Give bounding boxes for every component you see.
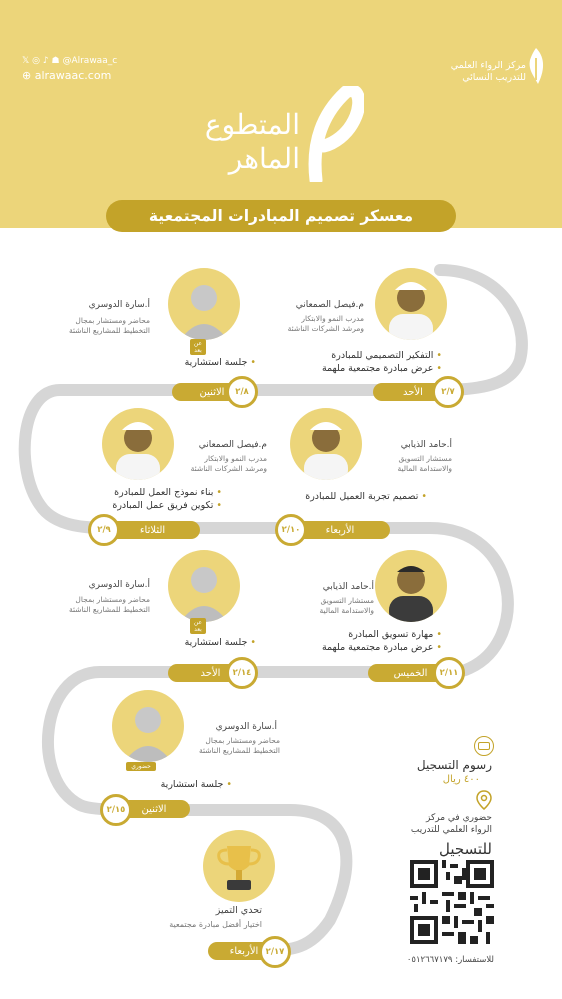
date-badge: ٢/١٠: [275, 514, 307, 546]
presenter-role: مدرب النمو والابتكار ومرشد الشركات الناشئة: [190, 454, 267, 473]
date-badge: ٢/٨: [226, 376, 258, 408]
list-item: • عرض مبادرة مجتمعية ملهمة: [322, 362, 442, 375]
person-avatar-icon: [290, 408, 362, 480]
in-person-tag: حضوري: [126, 762, 156, 771]
presenter-name: أ.سارة الدوسري: [88, 580, 150, 590]
list-item: • جلسة استشارية: [185, 636, 256, 649]
location-info: [411, 812, 492, 836]
org-name-line2: للتدريب النسائي: [462, 72, 526, 83]
day-label: الاثنين: [172, 383, 252, 401]
challenge-subtitle: اختيار أفضل مبادرة مجتمعية: [169, 920, 262, 929]
presenter-name: أ.سارة الدوسري: [88, 300, 150, 310]
website-text: alrawaac.com: [34, 69, 112, 82]
day-label: الاثنين: [118, 800, 190, 818]
day-label: الخميس: [368, 664, 453, 682]
day-label: الأربعاء: [290, 521, 390, 539]
registration-qr-code[interactable]: [410, 860, 494, 944]
person-placeholder-icon: [112, 690, 184, 762]
presenter-role: محاضر ومستشار بمجال التخطيط للمشاريع الناشئة: [198, 736, 280, 755]
social-handle: @Alrawaa_c: [62, 56, 118, 66]
remote-tag: عن بعد: [190, 618, 206, 634]
list-item: • التفكير التصميمي للمبادرة: [322, 349, 442, 362]
presenter-placeholder: [112, 690, 184, 762]
remote-tag: عن بعد: [190, 339, 206, 355]
presenter-name: أ.سارة الدوسري: [215, 722, 277, 732]
presenter-photo: [375, 550, 447, 622]
location-line1: حضوري في مركز: [426, 813, 492, 823]
date-badge: ٢/٩: [88, 514, 120, 546]
presenter-role: محاضر ومستشار بمجال التخطيط للمشاريع الناشئة: [68, 316, 150, 335]
inquiry-phone: للاستفسار: ٠٥١٢٦٦٧١٧٩: [406, 955, 494, 965]
presenter-name: أ.حامد الذيابي: [400, 440, 452, 450]
trophy-badge: [203, 830, 275, 902]
presenter-photo: [290, 408, 362, 480]
tiktok-icon: ♪: [42, 56, 49, 66]
session-topics: [185, 356, 256, 369]
presenter-role: مستشار التسويق والاستدامة المالية: [319, 596, 374, 615]
presenter-placeholder: [168, 268, 240, 340]
x-icon: 𝕏: [22, 56, 30, 66]
camp-title-banner: معسكر تصميم المبادرات المجتمعية: [106, 200, 456, 232]
day-label: الثلاثاء: [105, 521, 200, 539]
date-badge: ٢/١٥: [100, 794, 132, 826]
money-icon: [474, 736, 494, 756]
date-badge: ٢/٧: [432, 376, 464, 408]
date-badge: ٢/١٧: [259, 936, 291, 968]
list-item: • تكوين فريق عمل المبادرة: [112, 499, 222, 512]
presenter-role: محاضر ومستشار بمجال التخطيط للمشاريع الناشئة: [68, 595, 150, 614]
list-item: • تصميم تجربة العميل للمبادرة: [305, 490, 427, 503]
location-line2: الرواء العلمي للتدريب: [410, 825, 492, 835]
presenter-name: م.فيصل الصمعاني: [295, 300, 364, 310]
hero-line1: المتطوع: [204, 108, 300, 141]
session-topics: [322, 628, 442, 654]
session-topics: [161, 778, 232, 791]
day-label: الأحد: [168, 664, 253, 682]
presenter-role: مدرب النمو والابتكار ومرشد الشركات الناشئة: [287, 314, 364, 333]
location-pin-icon: [476, 790, 492, 810]
person-placeholder-icon: [168, 550, 240, 622]
presenter-name: م.فيصل الصمعاني: [198, 440, 267, 450]
challenge-title: تحدي التميز: [215, 905, 262, 916]
day-label: الأربعاء: [208, 942, 280, 960]
list-item: • جلسة استشارية: [185, 356, 256, 369]
list-item: • جلسة استشارية: [161, 778, 232, 791]
person-placeholder-icon: [168, 268, 240, 340]
date-badge: ٢/١٤: [226, 657, 258, 689]
fees-value: ٤٠٠ ريال: [442, 774, 480, 785]
session-topics: [322, 349, 442, 375]
session-topics: [112, 486, 222, 512]
register-label: للتسجيل: [438, 840, 492, 858]
session-topics: [185, 636, 256, 649]
snapchat-icon: ☗: [51, 56, 60, 66]
trophy-icon: [203, 830, 275, 902]
list-item: • بناء نموذج العمل للمبادرة: [112, 486, 222, 499]
globe-icon: ⊕: [22, 69, 32, 82]
person-avatar-icon: [375, 268, 447, 340]
presenter-role: مستشار التسويق والاستدامة المالية: [397, 454, 452, 473]
session-topics: [305, 490, 427, 503]
day-label: الأحد: [373, 383, 453, 401]
hero-line2: الماهر: [228, 142, 300, 175]
instagram-icon: ◎: [32, 56, 40, 66]
org-name-line1: مركز الرواء العلمي: [450, 60, 526, 71]
presenter-placeholder: [168, 550, 240, 622]
presenter-photo: [375, 268, 447, 340]
list-item: • عرض مبادرة مجتمعية ملهمة: [322, 641, 442, 654]
list-item: • مهارة تسويق المبادرة: [322, 628, 442, 641]
date-badge: ٢/١١: [433, 657, 465, 689]
fees-label: رسوم التسجيل: [416, 758, 492, 772]
person-avatar-icon: [375, 550, 447, 622]
presenter-name: أ.حامد الذيابي: [322, 582, 374, 592]
person-avatar-icon: [102, 408, 174, 480]
presenter-photo: [102, 408, 174, 480]
